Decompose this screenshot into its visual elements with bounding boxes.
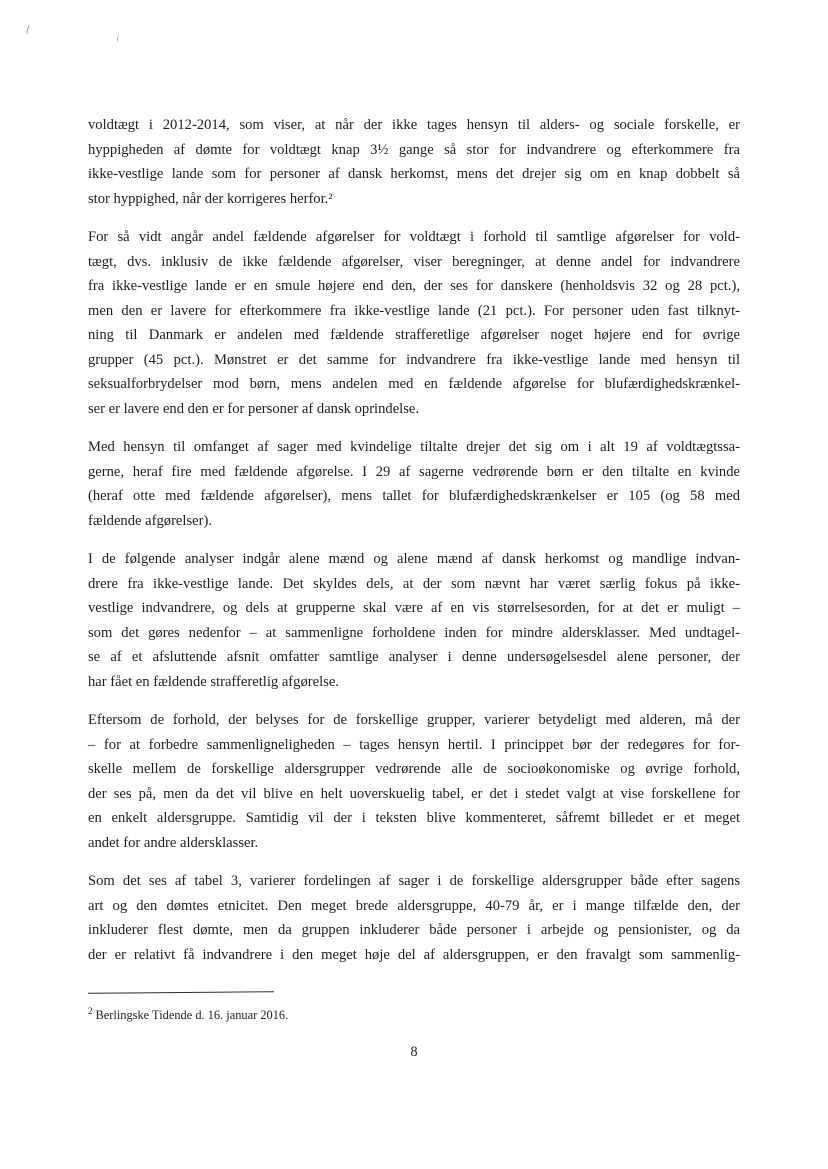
- text-line: Med hensyn til omfanget af sager med kvindelige tiltalte drejer det sig om i alt 19 af voldtægtssa-: [88, 439, 740, 455]
- text-line: ning til Danmark er andelen med fældende strafferetlige afgørelser noget højere end for øvrige: [88, 327, 740, 343]
- text-line: – for at forbedre sammenligneligheden – tages hensyn hertil. I princippet bør der redegøres for for-: [88, 736, 740, 753]
- paragraph-4: [88, 547, 740, 694]
- text-line: art og den dømtes etnicitet. Den meget brede aldersgruppe, 40-79 år, er i mange tilfælde den, der: [88, 897, 740, 914]
- text-line: hyppigheden af dømte for voldtægt knap 3½ gange så stor for indvandrere og efterkommere fra: [88, 141, 740, 158]
- text-line: se af et afsluttende afsnit omfatter samtlige analyser i denne undersøgelsesdel alene personer, der: [88, 649, 740, 665]
- text-line: gerne, heraf fire med fældende afgørelse. I 29 af sagerne vedrørende børn er den tiltalte en kvinde: [88, 463, 740, 480]
- paragraph-6: [88, 869, 740, 967]
- text-line: der ses på, men da det vil blive en helt uoverskuelig tabel, er det i stedet valgt at vise forskellene for: [88, 785, 740, 802]
- text-line: Eftersom de forhold, der belyses for de forskellige grupper, varierer betydeligt med alderen, må der: [88, 712, 740, 728]
- text-line: men den er lavere for efterkommere fra ikke-vestlige lande (21 pct.). For personer uden fast tilknyt-: [88, 302, 740, 319]
- text-line: ser er lavere end den er for personer af dansk oprindelse.: [88, 400, 420, 417]
- footnote-area: [88, 992, 740, 1024]
- text-line: fældende afgørelser).: [88, 512, 212, 529]
- text-line: I de følgende analyser indgår alene mænd og alene mænd af dansk herkomst og mandlige indvan-: [88, 551, 740, 567]
- footnote-marker: 2: [88, 1006, 93, 1016]
- pen-mark: [26, 25, 34, 36]
- text-line: tægt, dvs. inklusiv de ikke fældende afgørelser, viser beregninger, at denne andel for indvandrere: [88, 253, 740, 270]
- text-line: vestlige indvandrere, og dels at grupperne skal være af en vis størrelsesorden, for at det er muligt –: [88, 600, 740, 616]
- pen-mark: [117, 35, 122, 42]
- text-line: fra ikke-vestlige lande er en smule højere end den, der ses for danskere (henholdsvis 32 og 28 pct.),: [88, 278, 740, 294]
- text-line: har fået en fældende strafferetlig afgørelse.: [88, 673, 339, 690]
- text-line: skelle mellem de forskellige aldersgrupper vedrørende alle de socioøkonomiske og øvrige forhold,: [88, 761, 740, 777]
- paragraph-3: [88, 435, 740, 533]
- text-line: en enkelt aldersgruppe. Samtidig vil der i teksten blive kommenteret, såfremt billedet er et meget: [88, 810, 740, 826]
- text-line: voldtægt i 2012-2014, som viser, at når der ikke tages hensyn til alders- og sociale forskelle, er: [88, 117, 740, 133]
- paragraph-1: [88, 113, 740, 211]
- text-line: Som det ses af tabel 3, varierer fordelingen af sager i de forskellige aldersgrupper både efter sagens: [88, 873, 740, 889]
- text-line: der er relativt få indvandrere i den meget høje del af aldersgruppen, er den fravalgt som sammenlig-: [88, 946, 740, 963]
- paragraph-2: [88, 225, 740, 421]
- paragraph-5: [88, 708, 740, 855]
- footnote: [88, 1002, 740, 1024]
- text-line: For så vidt angår andel fældende afgørelser for voldtægt i forhold til samtlige afgørelser for vold-: [88, 229, 740, 245]
- page-body: [88, 113, 740, 981]
- text-line: seksualforbrydelser mod børn, mens andelen med en fældende afgørelse for blufærdighedskrænkel-: [88, 376, 740, 392]
- text-line: grupper (45 pct.). Mønstret er det samme for indvandrere fra ikke-vestlige lande med hensyn til: [88, 351, 740, 368]
- text-line: stor hyppighed, når der korrigeres herfor.²: [88, 190, 333, 207]
- footnote-separator-rule: [88, 991, 274, 994]
- text-line: ikke-vestlige lande som for personer af dansk herkomst, mens det drejer sig om en knap dobbelt så: [88, 166, 740, 182]
- text-line: (heraf otte med fældende afgørelser), mens tallet for blufærdighedskrænkelser er 105 (og 58 med: [88, 488, 740, 504]
- footnote-content: Berlingske Tidende d. 16. januar 2016.: [95, 1008, 289, 1023]
- text-line: som det gøres nedenfor – at sammenligne forholdene inden for mindre aldersklasser. Med undtagel-: [88, 624, 740, 641]
- text-line: drere fra ikke-vestlige lande. Det skyldes dels, at der som nævnt har været særlig fokus på ikke-: [88, 575, 740, 592]
- text-line: inkluderer flest dømte, men da gruppen inkluderer både personer i arbejde og pensionister, og da: [88, 922, 740, 938]
- page-number: 8: [410, 1044, 418, 1060]
- text-line: andet for andre aldersklasser.: [88, 834, 259, 851]
